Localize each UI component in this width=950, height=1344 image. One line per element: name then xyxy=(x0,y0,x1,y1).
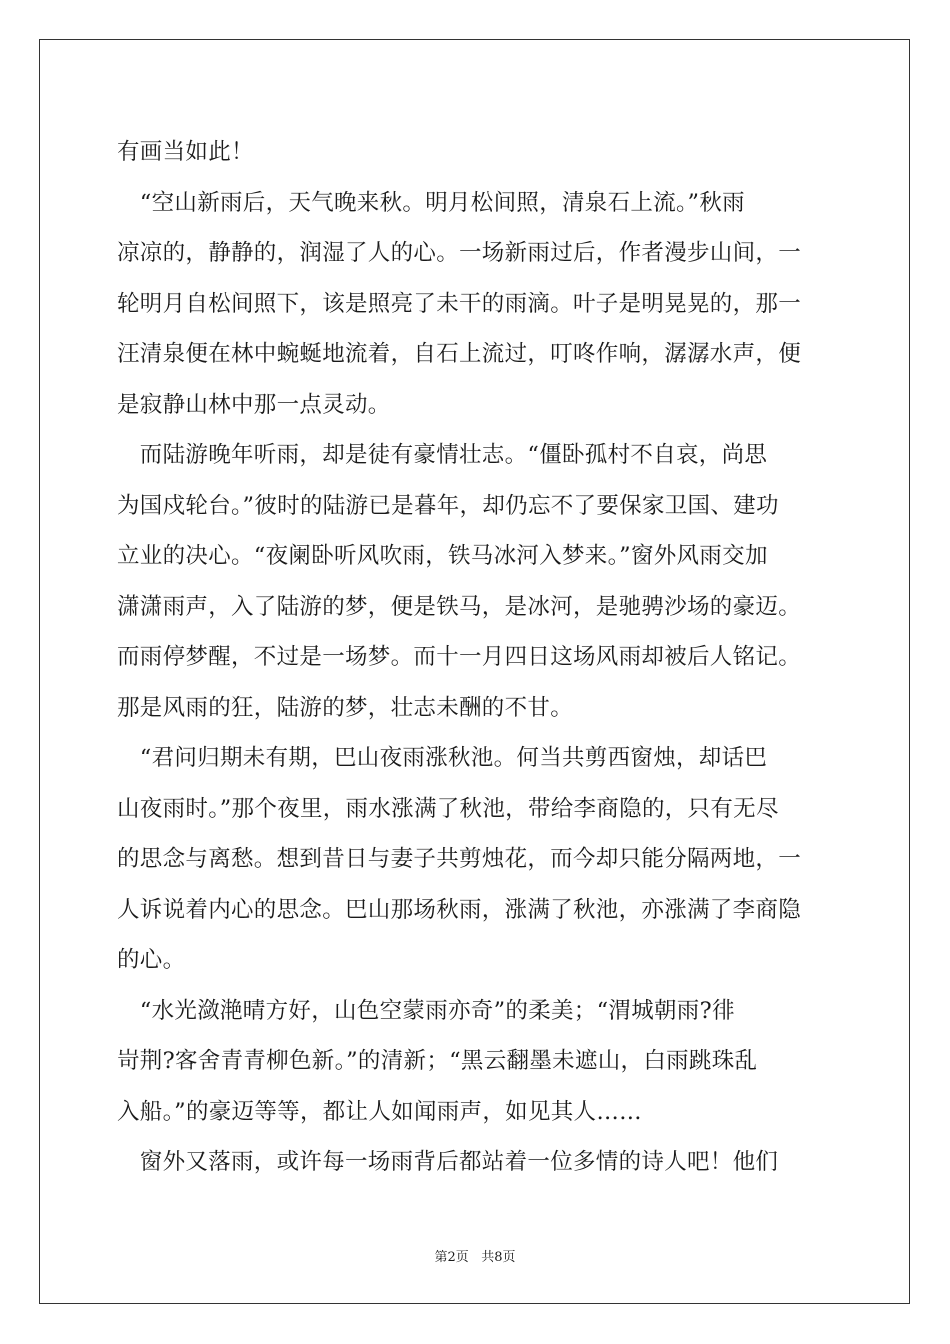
text-line: 轮明月自松间照下，该是照亮了未干的雨滴。叶子是明晃晃的，那一 xyxy=(117,290,802,317)
text-line: 人诉说着内心的思念。巴山那场秋雨，涨满了秋池，亦涨满了李商隐 xyxy=(117,896,802,923)
text-line: 是寂静山林中那一点灵动。 xyxy=(117,391,391,418)
text-line: 山夜雨时。”那个夜里，雨水涨满了秋池，带给李商隐的，只有无尽 xyxy=(117,795,779,822)
text-line: 立业的决心。“夜阑卧听风吹雨，铁马冰河入梦来。”窗外风雨交加 xyxy=(117,543,768,569)
text-line: 的思念与离愁。想到昔日与妻子共剪烛花，而今却只能分隔两地，一 xyxy=(117,846,802,872)
text-line: 有画当如此！ xyxy=(117,139,254,165)
text-line: 的心。 xyxy=(117,947,186,973)
page-total: 共8页 xyxy=(481,1250,516,1265)
text-line: “空山新雨后，天气晚来秋。明月松间照，清泉石上流。”秋雨 xyxy=(117,189,745,216)
text-line: 那是风雨的狂，陆游的梦，壮志未酬的不甘。 xyxy=(117,694,574,721)
page-footer xyxy=(0,1246,950,1265)
text-line: 为国戍轮台。”彼时的陆游已是暮年，却仍忘不了要保家卫国、建功 xyxy=(117,492,779,519)
text-line: 入船。”的豪迈等等，都让人如闻雨声，如见其人…… xyxy=(117,1098,642,1125)
text-line: 窗外又落雨，或许每一场雨背后都站着一位多情的诗人吧！他们 xyxy=(117,1149,779,1175)
page-number: 第2页 xyxy=(434,1250,469,1265)
text-line: 而雨停梦醒，不过是一场梦。而十一月四日这场风雨却被后人铭记。 xyxy=(117,644,802,670)
text-line: “君问归期未有期，巴山夜雨涨秋池。何当共剪西窗烛，却话巴 xyxy=(117,745,768,771)
text-line: 潇潇雨声，入了陆游的梦，便是铁马，是冰河，是驰骋沙场的豪迈。 xyxy=(117,593,802,620)
text-line: 岢荆?客舍青青柳色新。”的清新；“黑云翻墨未遮山，白雨跳珠乱 xyxy=(117,1048,758,1074)
text-line: 凉凉的，静静的，润湿了人的心。一场新雨过后，作者漫步山间，一 xyxy=(117,240,802,266)
document-body xyxy=(117,127,833,1188)
text-line: 汪清泉便在林中蜿蜒地流着，自石上流过，叮咚作响，潺潺水声，便 xyxy=(117,341,802,367)
text-line: “水光潋滟晴方好，山色空蒙雨亦奇”的柔美；“渭城朝雨?徘 xyxy=(117,997,735,1024)
text-line: 而陆游晚年听雨，却是徒有豪情壮志。“僵卧孤村不自哀，尚思 xyxy=(117,442,768,468)
